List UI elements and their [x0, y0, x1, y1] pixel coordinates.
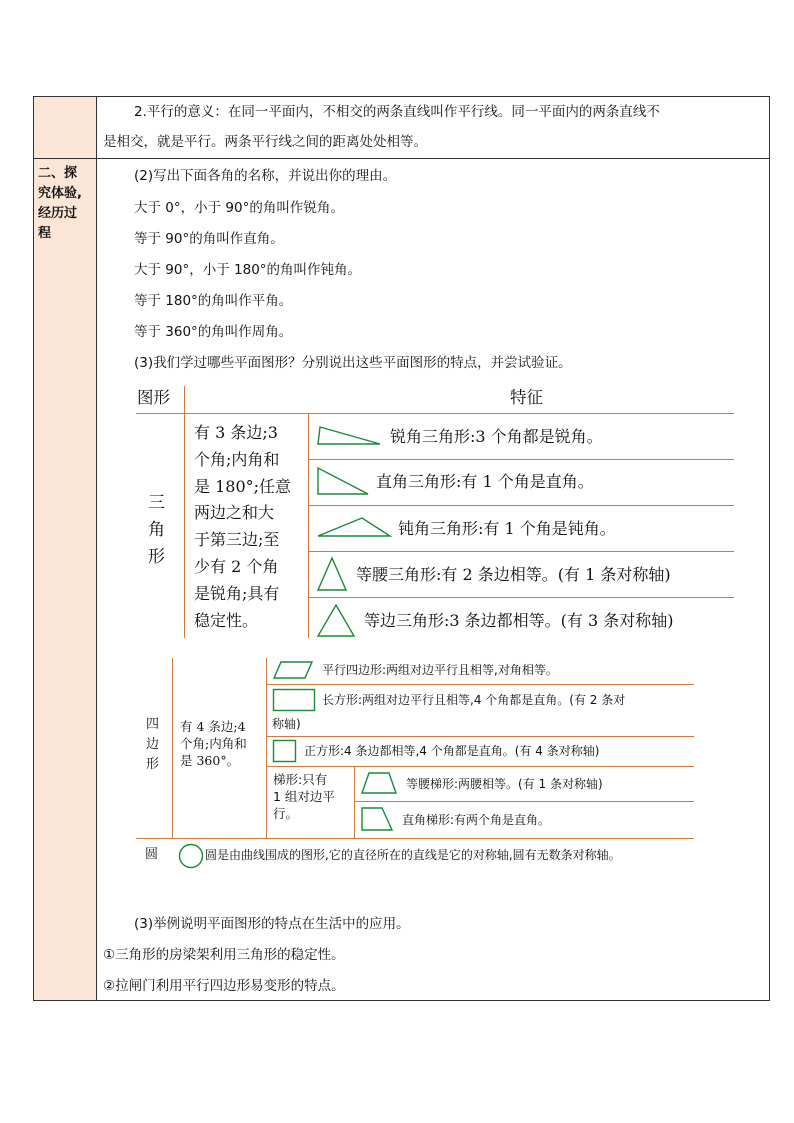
table-line — [308, 505, 734, 506]
right-trapezoid-text: 直角梯形:有两个角是直角。 — [402, 813, 551, 827]
application-item-2: ②拉闸门利用平行四边形易变形的特点。 — [103, 978, 345, 994]
angles-question: (2)写出下面各角的名称，并说出你的理由。 — [134, 168, 397, 184]
isosceles-trapezoid-icon — [360, 771, 398, 795]
triangle-name-char: 三 — [148, 493, 165, 513]
table-line — [136, 413, 734, 414]
table-line — [266, 766, 694, 767]
trapezoid-name — [273, 771, 335, 822]
quadrilateral-name — [146, 715, 159, 775]
parallel-definition-line2: 是相交，就是平行。两条平行线之间的距离处处相等。 — [103, 134, 427, 150]
parallelogram-text: 平行四边形:两组对边平行且相等,对角相等。 — [322, 663, 558, 677]
isosceles-triangle-icon — [316, 556, 348, 592]
table-line — [354, 801, 694, 802]
quadrilateral-common-features — [180, 718, 247, 769]
table-line — [172, 658, 173, 838]
isosceles-trapezoid-text: 等腰梯形:两腰相等。(有 1 条对称轴) — [406, 777, 603, 791]
triangle-common-line: 是锐角;具有 — [194, 583, 280, 603]
section-label-line: 程 — [38, 226, 52, 241]
rectangle-text: 长方形:两组对边平行且相等,4 个角都是直角。(有 2 条对 — [322, 693, 626, 707]
equilateral-triangle-text: 等边三角形:3 条边都相等。(有 3 条对称轴) — [364, 611, 674, 630]
trapezoid-name-line: 梯形:只有 — [273, 772, 328, 787]
triangle-common-line: 两边之和大 — [194, 503, 275, 523]
table-line — [136, 838, 694, 839]
triangle-common-line: 个角;内角和 — [194, 449, 280, 469]
quadrilateral-common-line: 是 360°。 — [180, 753, 240, 768]
triangle-common-line: 是 180°;任意 — [194, 476, 292, 496]
triangle-name — [148, 490, 168, 571]
right-triangle-icon — [316, 466, 370, 496]
table-line — [308, 413, 309, 638]
table-line — [266, 658, 267, 838]
equilateral-triangle-icon — [316, 602, 356, 638]
isosceles-triangle-text: 等腰三角形:有 2 条边相等。(有 1 条对称轴) — [356, 565, 671, 584]
acute-triangle-text: 锐角三角形:3 个角都是锐角。 — [390, 427, 603, 446]
section-label-line: 经历过 — [38, 206, 78, 221]
square-text: 正方形:4 条边都相等,4 个角都是直角。(有 4 条对称轴) — [304, 744, 600, 758]
table-line — [354, 766, 355, 838]
angle-line-round: 等于 360°的角叫作周角。 — [134, 324, 293, 340]
quadrilateral-common-line: 有 4 条边;4 — [180, 719, 246, 734]
section-label-line: 究体验, — [38, 186, 82, 201]
table-line — [266, 736, 694, 737]
angle-line-acute: 大于 0°，小于 90°的角叫作锐角。 — [134, 200, 344, 216]
circle-name: 圆 — [145, 847, 159, 862]
rectangle-icon — [272, 688, 316, 712]
square-icon — [272, 739, 298, 763]
header-shape: 图形 — [137, 388, 170, 407]
triangle-name-char: 角 — [148, 520, 165, 540]
shapes-question: (3)我们学过哪些平面图形？分别说出这些平面图形的特点，并尝试验证。 — [134, 355, 572, 371]
table-line — [266, 684, 694, 685]
angle-line-right: 等于 90°的角叫作直角。 — [134, 231, 284, 247]
circle-text: 圆是由曲线围成的图形,它的直径所在的直线是它的对称轴,圆有无数条对称轴。 — [205, 848, 621, 862]
parallel-definition-line1: 2.平行的意义：在同一平面内，不相交的两条直线叫作平行线。同一平面内的两条直线不 — [134, 104, 660, 120]
header-feature: 特征 — [510, 388, 543, 407]
quadrilateral-name-char: 形 — [146, 757, 160, 772]
column-divider — [96, 96, 97, 1001]
triangle-common-line: 有 3 条边;3 — [194, 423, 278, 442]
parallelogram-icon — [272, 660, 314, 680]
rectangle-text-cont: 称轴) — [272, 717, 301, 731]
triangle-common-line: 稳定性。 — [194, 610, 259, 630]
triangle-name-char: 形 — [148, 547, 165, 567]
table-line — [184, 386, 185, 638]
right-trapezoid-icon — [360, 806, 394, 832]
table-line — [308, 551, 734, 552]
section-label — [38, 164, 82, 244]
circle-icon — [178, 843, 204, 869]
acute-triangle-icon — [316, 424, 382, 448]
obtuse-triangle-text: 钝角三角形:有 1 个角是钝角。 — [398, 519, 616, 538]
application-item-1: ①三角形的房梁架利用三角形的稳定性。 — [103, 947, 345, 963]
right-triangle-text: 直角三角形:有 1 个角是直角。 — [376, 472, 594, 491]
application-question: (3)举例说明平面图形的特点在生活中的应用。 — [134, 916, 410, 932]
row-divider — [33, 158, 770, 159]
obtuse-triangle-icon — [316, 515, 392, 539]
section-label-line: 二、探 — [38, 166, 78, 181]
table-line — [308, 459, 734, 460]
trapezoid-name-line: 1 组对边平 — [273, 789, 335, 804]
trapezoid-name-line: 行。 — [273, 806, 299, 821]
table-line — [308, 597, 734, 598]
angle-line-straight: 等于 180°的角叫作平角。 — [134, 293, 293, 309]
triangle-common-line: 少有 2 个角 — [194, 556, 279, 576]
quadrilateral-name-char: 四 — [146, 717, 160, 732]
quadrilateral-common-line: 个角;内角和 — [180, 736, 247, 751]
angle-line-obtuse: 大于 90°，小于 180°的角叫作钝角。 — [134, 262, 362, 278]
quadrilateral-name-char: 边 — [146, 737, 160, 752]
triangle-common-line: 于第三边;至 — [194, 530, 280, 550]
triangle-common-features — [194, 420, 291, 634]
